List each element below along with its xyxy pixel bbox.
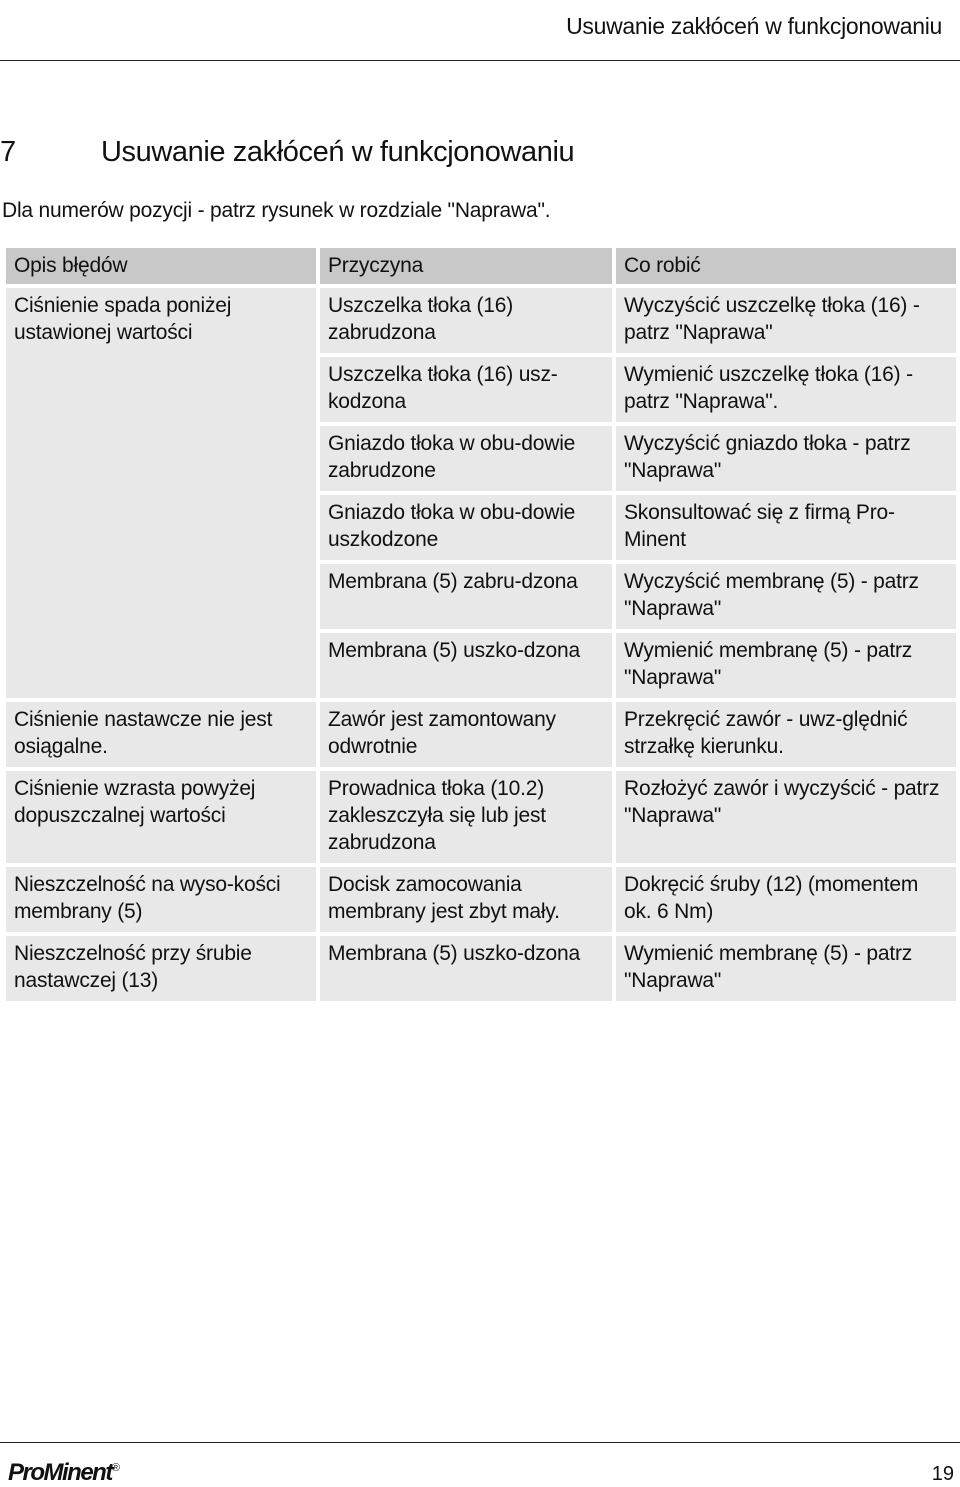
cell-przyczyna: Membrana (5) uszko-dzona [320, 633, 612, 698]
cell-co-robic: Przekręcić zawór - uwz-ględnić strzałkę kierunku. [616, 702, 956, 767]
column-header-przyczyna: Przyczyna [320, 248, 612, 284]
cell-opis: Nieszczelność na wyso-kości membrany (5) [6, 867, 316, 932]
table-row [6, 702, 956, 767]
table-row [6, 288, 956, 353]
cell-przyczyna: Membrana (5) zabru-dzona [320, 564, 612, 629]
cell-co-robic: Wyczyścić uszczelkę tłoka (16) - patrz "Naprawa" [616, 288, 956, 353]
troubleshooting-table [2, 244, 960, 1005]
chapter-title: Usuwanie zakłóceń w funkcjonowaniu [101, 136, 575, 168]
prominent-logo [8, 1459, 120, 1487]
column-header-opis: Opis błędów [6, 248, 316, 284]
cell-przyczyna: Gniazdo tłoka w obu-dowie uszkodzone [320, 495, 612, 560]
cell-co-robic: Dokręcić śruby (12) (momentem ok. 6 Nm) [616, 867, 956, 932]
running-header [0, 0, 960, 61]
cell-co-robic: Skonsultować się z firmą Pro-Minent [616, 495, 956, 560]
cell-co-robic: Wymienić membranę (5) - patrz "Naprawa" [616, 936, 956, 1001]
cell-przyczyna: Docisk zamocowania membrany jest zbyt mały. [320, 867, 612, 932]
cell-przyczyna: Uszczelka tłoka (16) usz-kodzona [320, 357, 612, 422]
cell-opis: Ciśnienie spada poniżej ustawionej wartości [6, 288, 316, 698]
cell-co-robic: Wyczyścić gniazdo tłoka - patrz "Naprawa" [616, 426, 956, 491]
cell-przyczyna: Gniazdo tłoka w obu-dowie zabrudzone [320, 426, 612, 491]
cell-co-robic: Rozłożyć zawór i wyczyścić - patrz "Naprawa" [616, 771, 956, 863]
cell-przyczyna: Uszczelka tłoka (16) zabrudzona [320, 288, 612, 353]
logo-text: ProMinent [8, 1459, 112, 1486]
registered-mark: ® [111, 1462, 120, 1474]
column-header-co-robic: Co robić [616, 248, 956, 284]
cell-co-robic: Wymienić membranę (5) - patrz "Naprawa" [616, 633, 956, 698]
chapter-number: 7 [0, 136, 16, 168]
cell-przyczyna: Zawór jest zamontowany odwrotnie [320, 702, 612, 767]
cell-co-robic: Wyczyścić membranę (5) - patrz "Naprawa" [616, 564, 956, 629]
table-row [6, 771, 956, 863]
cell-co-robic: Wymienić uszczelkę tłoka (16) - patrz "Naprawa". [616, 357, 956, 422]
cell-opis: Ciśnienie nastawcze nie jest osiągalne. [6, 702, 316, 767]
intro-text: Dla numerów pozycji - patrz rysunek w rozdziale "Naprawa". [2, 199, 551, 222]
table-row [6, 936, 956, 1001]
cell-przyczyna: Membrana (5) uszko-dzona [320, 936, 612, 1001]
cell-opis: Nieszczelność przy śrubie nastawczej (13) [6, 936, 316, 1001]
page-number: 19 [931, 1463, 954, 1485]
table-row [6, 867, 956, 932]
cell-przyczyna: Prowadnica tłoka (10.2) zakleszczyła się lub jest zabrudzona [320, 771, 612, 863]
table-header-row [6, 248, 956, 284]
cell-opis: Ciśnienie wzrasta powyżej dopuszczalnej wartości [6, 771, 316, 863]
page-footer [0, 1442, 960, 1487]
running-header-title: Usuwanie zakłóceń w funkcjonowaniu [566, 13, 942, 39]
